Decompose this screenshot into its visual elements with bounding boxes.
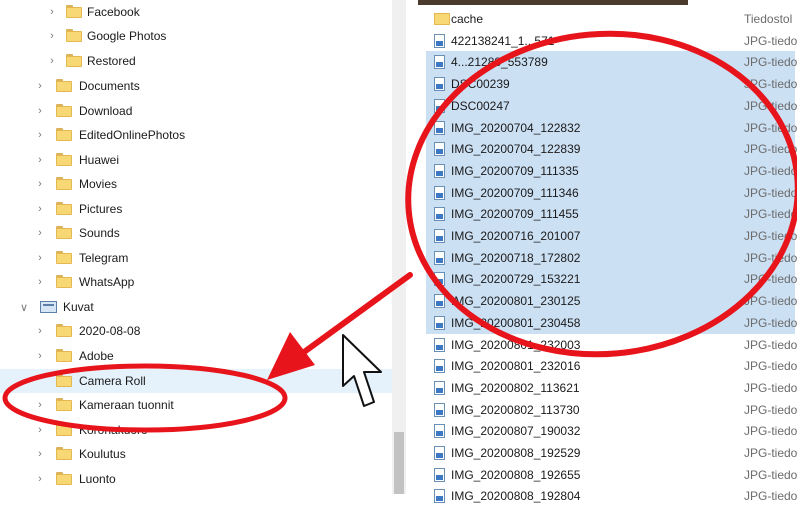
file-name: cache [451, 12, 484, 26]
nav-item-label: Google Photos [87, 29, 167, 43]
image-file-icon [434, 381, 445, 395]
file-type: JPG-tiedo [744, 316, 797, 330]
image-file-icon [434, 424, 445, 438]
image-file-icon [434, 251, 445, 265]
file-type: Tiedostol [744, 12, 793, 26]
image-file-icon [434, 34, 445, 48]
nav-item[interactable] [0, 221, 392, 245]
folder-icon [56, 349, 72, 362]
file-name: IMG_20200801_232003 [451, 338, 581, 352]
image-file-icon [434, 164, 445, 178]
file-row[interactable] [426, 247, 795, 269]
file-row[interactable] [426, 73, 795, 95]
navigation-pane [0, 0, 392, 494]
nav-item-label: Download [79, 104, 133, 118]
folder-icon [56, 153, 72, 166]
file-type: JPG-tiedo [744, 229, 797, 243]
nav-item[interactable] [0, 49, 392, 73]
file-row[interactable] [426, 117, 795, 139]
chevron-right-icon[interactable]: › [50, 6, 54, 18]
file-type: JPG-tiedo [744, 403, 797, 417]
chevron-right-icon[interactable]: › [38, 448, 42, 460]
nav-item[interactable] [0, 393, 392, 417]
nav-item-label: Facebook [87, 5, 140, 19]
nav-item-label: WhatsApp [79, 275, 135, 289]
nav-item[interactable] [0, 295, 392, 319]
file-name: IMG_20200807_190032 [451, 424, 581, 438]
folder-icon [66, 29, 82, 42]
file-row[interactable] [426, 485, 795, 507]
file-name: 4...21288_553789 [451, 55, 548, 69]
file-name: IMG_20200709_111335 [451, 164, 579, 178]
file-row[interactable] [426, 203, 795, 225]
nav-item-label: Adobe [79, 349, 114, 363]
nav-item-label: Documents [79, 79, 140, 93]
image-file-icon [434, 272, 445, 286]
file-type: JPG-tiedo [744, 424, 797, 438]
file-type: JPG-tiedo [744, 468, 797, 482]
image-file-icon [434, 77, 445, 91]
file-name: IMG_20200709_111455 [451, 207, 579, 221]
file-list [410, 0, 797, 503]
chevron-right-icon[interactable]: › [38, 80, 42, 92]
file-name: DSC00247 [451, 99, 510, 113]
file-name: IMG_20200802_113621 [451, 381, 580, 395]
file-name: IMG_20200718_172802 [451, 251, 581, 265]
folder-icon [56, 79, 72, 92]
folder-icon [56, 447, 72, 460]
image-file-icon [434, 446, 445, 460]
file-type: JPG-tiedo [744, 294, 797, 308]
image-file-icon [434, 338, 445, 352]
nav-item[interactable] [0, 270, 392, 294]
image-file-icon [434, 55, 445, 69]
nav-item-label: EditedOnlinePhotos [79, 128, 186, 142]
file-row[interactable] [426, 464, 795, 486]
image-file-icon [434, 403, 445, 417]
nav-item[interactable] [0, 418, 392, 442]
file-row[interactable] [426, 355, 795, 377]
file-row[interactable] [426, 290, 795, 312]
file-row[interactable] [426, 225, 795, 247]
nav-item-label: Huawei [79, 153, 120, 167]
image-file-icon [434, 229, 445, 243]
chevron-right-icon[interactable]: › [38, 178, 42, 190]
nav-item[interactable] [0, 319, 392, 343]
file-row[interactable] [426, 399, 795, 421]
file-row[interactable] [426, 95, 795, 117]
chevron-right-icon[interactable]: › [38, 252, 42, 264]
nav-item[interactable] [0, 74, 392, 98]
file-type: JPG-tiedo [744, 446, 797, 460]
folder-icon [66, 54, 82, 67]
file-row[interactable] [426, 138, 795, 160]
nav-item-label: Koronakuoro [79, 423, 148, 437]
image-file-icon [434, 207, 445, 221]
file-type: JPG-tiedo [744, 272, 797, 286]
nav-item[interactable] [0, 344, 392, 368]
nav-item[interactable] [0, 369, 392, 393]
image-file-icon [434, 186, 445, 200]
chevron-right-icon[interactable]: › [38, 325, 42, 337]
folder-icon [56, 324, 72, 337]
nav-item[interactable] [0, 246, 392, 270]
folder-icon [56, 374, 72, 387]
file-name: 422138241_1...571 [451, 34, 555, 48]
chevron-down-icon[interactable]: ∨ [19, 301, 29, 314]
navigation-scrollbar-thumb[interactable] [394, 432, 404, 494]
nav-item-label: Kameraan tuonnit [79, 398, 174, 412]
chevron-right-icon[interactable]: › [38, 203, 42, 215]
nav-item-label: Sounds [79, 226, 120, 240]
file-type: JPG-tiedo [744, 207, 797, 221]
file-type: JPG-tiedo [744, 77, 797, 91]
nav-item[interactable] [0, 0, 392, 24]
nav-item-label: Camera Roll [79, 374, 146, 388]
nav-item[interactable] [0, 442, 392, 466]
file-type: JPG-tiedo [744, 381, 797, 395]
file-row[interactable] [426, 160, 795, 182]
folder-icon [56, 128, 72, 141]
chevron-right-icon[interactable]: › [50, 55, 54, 67]
folder-icon [56, 472, 72, 485]
file-name: IMG_20200808_192804 [451, 489, 581, 503]
nav-item[interactable] [0, 99, 392, 123]
chevron-right-icon[interactable]: › [38, 399, 42, 411]
nav-item-label: Pictures [79, 202, 123, 216]
file-row[interactable] [426, 268, 795, 290]
file-row[interactable] [426, 182, 795, 204]
folder-icon [56, 202, 72, 215]
file-name: IMG_20200704_122832 [451, 121, 581, 135]
chevron-right-icon[interactable]: › [38, 129, 42, 141]
file-name: IMG_20200801_230125 [451, 294, 581, 308]
pictures-library-icon [40, 301, 57, 313]
folder-icon [56, 398, 72, 411]
file-type: JPG-tiedo [744, 338, 797, 352]
file-type: JPG-tiedo [744, 121, 797, 135]
image-file-icon [434, 99, 445, 113]
file-type: JPG-tiedo [744, 489, 797, 503]
nav-item[interactable] [0, 467, 392, 491]
file-name: DSC00239 [451, 77, 510, 91]
file-type: JPG-tiedo [744, 251, 797, 265]
nav-item-label: Telegram [79, 251, 129, 265]
image-file-icon [434, 316, 445, 330]
image-file-icon [434, 121, 445, 135]
folder-icon [56, 423, 72, 436]
image-file-icon [434, 294, 445, 308]
folder-icon [56, 275, 72, 288]
file-type: JPG-tiedo [744, 142, 797, 156]
folder-icon [434, 13, 450, 25]
image-file-icon [434, 142, 445, 156]
nav-item-label: 2020-08-08 [79, 324, 141, 338]
chevron-right-icon[interactable]: › [38, 105, 42, 117]
nav-item-label: Movies [79, 177, 118, 191]
chevron-right-icon[interactable]: › [38, 424, 42, 436]
image-file-icon [434, 489, 445, 503]
nav-item-label: Koulutus [79, 447, 126, 461]
folder-icon [56, 104, 72, 117]
chevron-right-icon[interactable]: › [50, 30, 54, 42]
nav-item[interactable] [0, 123, 392, 147]
file-type: JPG-tiedo [744, 186, 797, 200]
file-name: IMG_20200709_111346 [451, 186, 579, 200]
nav-item[interactable] [0, 24, 392, 48]
chevron-right-icon[interactable]: › [38, 473, 42, 485]
chevron-right-icon[interactable]: › [38, 276, 42, 288]
image-file-icon [434, 468, 445, 482]
file-type: JPG-tiedo [744, 164, 797, 178]
file-type: JPG-tiedo [744, 99, 797, 113]
file-row[interactable] [426, 312, 795, 334]
nav-item-label: Kuvat [63, 300, 94, 314]
file-row[interactable] [426, 442, 795, 464]
file-row[interactable] [426, 420, 795, 442]
file-name: IMG_20200801_230458 [451, 316, 581, 330]
file-type: JPG-tiedo [744, 55, 797, 69]
file-name: IMG_20200704_122839 [451, 142, 581, 156]
file-row[interactable] [426, 377, 795, 399]
nav-item[interactable] [0, 172, 392, 196]
file-name: IMG_20200808_192655 [451, 468, 581, 482]
file-name: IMG_20200729_153221 [451, 272, 581, 286]
folder-icon [56, 226, 72, 239]
file-row[interactable] [426, 51, 795, 73]
file-name: IMG_20200808_192529 [451, 446, 581, 460]
photo-preview-strip [418, 0, 688, 5]
file-name: IMG_20200801_232016 [451, 359, 581, 373]
file-type: JPG-tiedo [744, 359, 797, 373]
nav-item-label: Restored [87, 54, 136, 68]
file-name: IMG_20200802_113730 [451, 403, 580, 417]
chevron-right-icon[interactable]: › [38, 154, 42, 166]
navigation-scrollbar[interactable] [392, 0, 406, 494]
folder-icon [56, 177, 72, 190]
file-type: JPG-tiedo [744, 34, 797, 48]
chevron-right-icon[interactable]: › [38, 350, 42, 362]
nav-item-label: Luonto [79, 472, 116, 486]
image-file-icon [434, 359, 445, 373]
nav-item[interactable] [0, 197, 392, 221]
folder-icon [56, 251, 72, 264]
nav-item[interactable] [0, 148, 392, 172]
file-row[interactable] [426, 334, 795, 356]
folder-icon [66, 5, 82, 18]
file-name: IMG_20200716_201007 [451, 229, 581, 243]
file-row[interactable] [426, 8, 795, 30]
file-row[interactable] [426, 30, 795, 52]
chevron-right-icon[interactable]: › [38, 227, 42, 239]
